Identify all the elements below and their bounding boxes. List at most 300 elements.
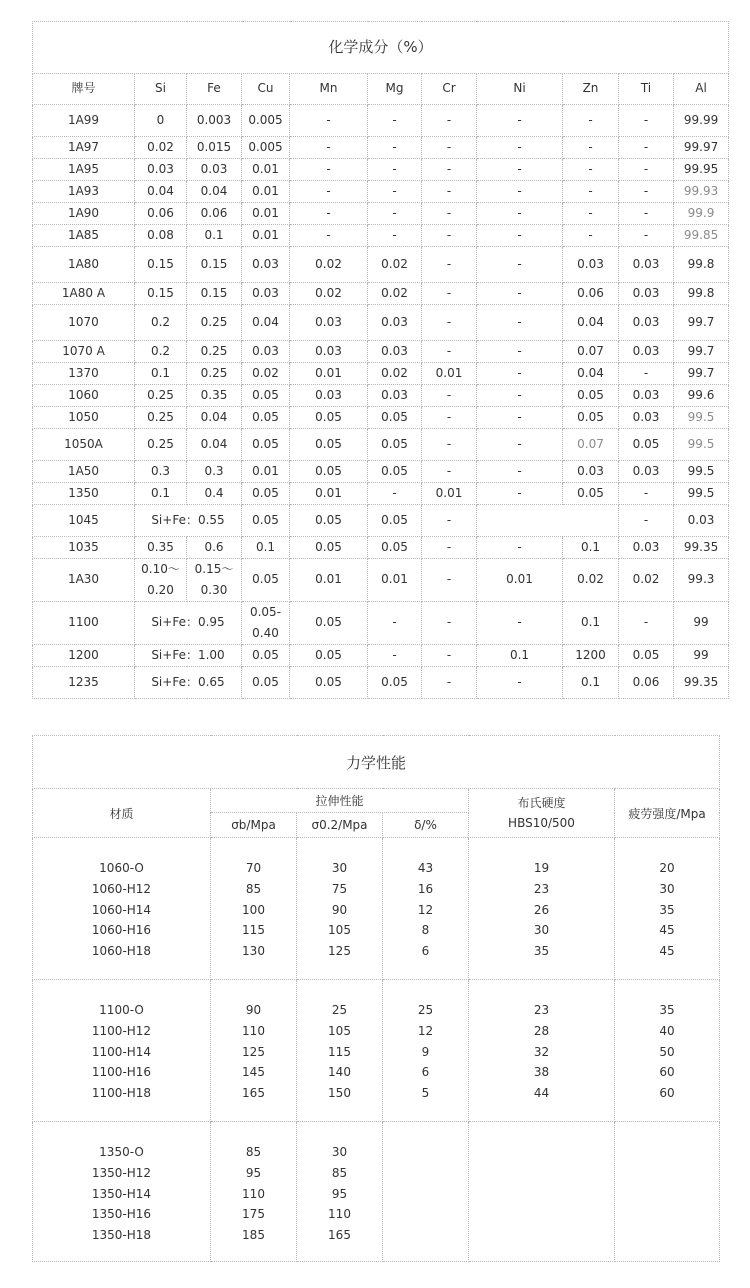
chem-value-cell: 0.03 [368, 341, 422, 363]
chem-value-cell: - [477, 181, 563, 203]
chem-value-cell: 0.03 [242, 341, 290, 363]
chem-value-cell: 0.03 [619, 537, 674, 559]
chem-value-cell: - [368, 137, 422, 159]
chem-value-cell: - [619, 203, 674, 225]
hardness-cell [469, 838, 615, 980]
chem-value-cell: 0.25 [135, 407, 187, 429]
chem-value-cell: 99.5 [674, 483, 729, 505]
fatigue-value: 60 [659, 1065, 675, 1080]
chem-value-cell: 0.6 [187, 537, 242, 559]
chem-value-cell: 0.01 [242, 159, 290, 181]
chem-value-cell: 0.25 [135, 385, 187, 407]
grade-cell: 1A80 [33, 247, 135, 283]
chem-value-cell: 0.1 [563, 537, 619, 559]
chem-value-cell: 0.02 [368, 247, 422, 283]
chem-value-cell: - [477, 137, 563, 159]
chem-row [33, 667, 729, 699]
chem-value-cell: - [422, 225, 477, 247]
sigma-b-value: 70 [245, 861, 262, 875]
chem-value-cell: 0.01 [368, 559, 422, 602]
chem-value-cell: 0.02 [290, 283, 368, 305]
sigma-02-cell [297, 838, 383, 980]
chem-header-9: Ti [619, 74, 674, 105]
chem-value-cell: - [368, 602, 422, 645]
chem-value-cell: - [477, 429, 563, 461]
fatigue-value: 45 [659, 944, 675, 959]
chem-value-cell: - [619, 225, 674, 247]
chem-value-cell: 0.10～ 0.20 [135, 559, 187, 602]
chem-value-cell: 0.05 [242, 667, 290, 699]
chem-value-cell: - [368, 203, 422, 225]
sigma-02-value: 30 [331, 1145, 348, 1159]
chem-header-0: 牌号 [33, 74, 135, 105]
material-value: 1060-H16 [91, 923, 152, 938]
chem-row [33, 247, 729, 283]
material-value: 1100-H18 [91, 1086, 152, 1101]
chem-value-cell: - [619, 105, 674, 137]
chem-value-cell: - [368, 105, 422, 137]
chem-value-cell: 0.04 [187, 407, 242, 429]
chem-value-cell: 0.05 [619, 429, 674, 461]
chem-value-cell: 0.03 [368, 305, 422, 341]
chem-value-cell: 0.08 [135, 225, 187, 247]
chem-value-cell: 0.01 [242, 203, 290, 225]
sigma-b-value: 85 [245, 1145, 262, 1159]
chem-value-cell: 0.04 [187, 429, 242, 461]
chem-value-cell: 0.003 [187, 105, 242, 137]
chem-value-cell: - [619, 181, 674, 203]
chem-value-cell: 0.03 [242, 283, 290, 305]
chem-value-cell: 0.4 [187, 483, 242, 505]
chem-value-cell: - [422, 645, 477, 667]
chem-value-cell: 0.05 [563, 385, 619, 407]
chem-value-cell: 0.1 [135, 363, 187, 385]
chem-value-cell: 0.06 [135, 203, 187, 225]
chem-value-cell: 0.06 [187, 203, 242, 225]
grade-cell: 1A97 [33, 137, 135, 159]
hardness-header-line1: 布氏硬度 [517, 796, 566, 810]
chem-value-cell: - [477, 407, 563, 429]
grade-cell: 1A85 [33, 225, 135, 247]
chem-row [33, 461, 729, 483]
chem-value-cell: - [563, 105, 619, 137]
material-cell [33, 1122, 211, 1262]
chem-value-cell: 99.85 [674, 225, 729, 247]
mechanical-properties-table [32, 735, 720, 1262]
material-value: 1100-H14 [91, 1044, 152, 1059]
fatigue-cell [615, 980, 720, 1122]
material-value: 1060-H12 [91, 881, 152, 896]
material-value: 1350-H18 [91, 1228, 152, 1243]
delta-value: 43 [417, 861, 434, 875]
sigma-b-value: 165 [242, 1086, 265, 1101]
sigma-02-value: 95 [331, 1186, 348, 1201]
sigma-02-value: 25 [331, 1003, 348, 1017]
delta-value: 12 [417, 1023, 434, 1038]
chem-value-cell: 0.05- 0.40 [242, 602, 290, 645]
sigma-b-value: 185 [242, 1228, 265, 1243]
chem-value-cell: 0.04 [187, 181, 242, 203]
chem-header-7: Ni [477, 74, 563, 105]
sigma-02-value: 125 [328, 944, 351, 959]
chem-row [33, 602, 729, 645]
chem-value-cell: 0 [135, 105, 187, 137]
hardness-header [469, 789, 615, 838]
chem-value-cell: 0.1 [563, 602, 619, 645]
delta-header: δ/% [383, 813, 469, 838]
chem-value-cell: 0.07 [563, 341, 619, 363]
chem-value-cell: 0.35 [187, 385, 242, 407]
chem-value-cell: - [422, 407, 477, 429]
chem-value-cell: 0.01 [290, 483, 368, 505]
chem-value-cell: - [290, 105, 368, 137]
chem-value-cell: - [368, 483, 422, 505]
sigma-02-value: 105 [328, 1023, 351, 1038]
hardness-cell [469, 1122, 615, 1262]
chem-value-cell: 0.02 [563, 559, 619, 602]
chem-value-cell: - [477, 667, 563, 699]
material-cell [33, 980, 211, 1122]
chem-value-cell: - [477, 203, 563, 225]
fatigue-value: 50 [659, 1044, 675, 1059]
sigma-b-value: 175 [242, 1207, 265, 1222]
chem-value-cell: 99.7 [674, 305, 729, 341]
chem-value-cell: 0.03 [619, 283, 674, 305]
chem-value-cell: - [368, 159, 422, 181]
chem-value-cell: 99.7 [674, 341, 729, 363]
chem-value-cell: 99.7 [674, 363, 729, 385]
chem-row [33, 341, 729, 363]
chem-value-cell: 1200 [563, 645, 619, 667]
chem-row [33, 283, 729, 305]
grade-cell: 1070 [33, 305, 135, 341]
chem-value-cell: 0.05 [290, 407, 368, 429]
chem-value-cell: 0.25 [187, 341, 242, 363]
chem-value-cell: 0.05 [368, 461, 422, 483]
mech-group-row [33, 980, 720, 1122]
grade-cell: 1070 A [33, 341, 135, 363]
chem-row [33, 225, 729, 247]
chem-value-cell: 0.05 [290, 645, 368, 667]
grade-cell: 1A99 [33, 105, 135, 137]
chem-value-cell: - [477, 305, 563, 341]
grade-cell: 1050A [33, 429, 135, 461]
fatigue-value: 35 [659, 902, 675, 917]
mech-group-row [33, 838, 720, 980]
grade-cell: 1A80 A [33, 283, 135, 305]
chem-value-cell: 0.02 [368, 283, 422, 305]
hardness-value: 28 [533, 1023, 550, 1038]
delta-value: 16 [417, 881, 434, 896]
chem-value-cell: - [619, 483, 674, 505]
material-value: 1060-H14 [91, 902, 152, 917]
material-value: 1350-H16 [91, 1207, 152, 1222]
chem-value-cell: 0.15 [135, 283, 187, 305]
chem-value-cell: - [619, 363, 674, 385]
chem-value-cell: - [422, 559, 477, 602]
chem-value-cell: 0.15～ 0.30 [187, 559, 242, 602]
chem-value-cell: - [422, 105, 477, 137]
delta-value: 25 [417, 1003, 434, 1017]
chem-value-cell: 0.2 [135, 341, 187, 363]
chem-value-cell: 0.1 [187, 225, 242, 247]
chem-value-cell: 0.03 [368, 385, 422, 407]
chem-row [33, 505, 729, 537]
delta-cell [383, 838, 469, 980]
material-value: 1060-H18 [91, 944, 152, 959]
chem-value-cell: Si+Fe：0.95 [135, 602, 242, 645]
chem-value-cell: - [422, 429, 477, 461]
grade-cell: 1A95 [33, 159, 135, 181]
chem-value-cell: - [422, 137, 477, 159]
chemical-composition-table [32, 21, 729, 699]
hardness-value: 30 [533, 923, 550, 938]
sigma-b-value: 110 [242, 1023, 265, 1038]
chem-value-cell: 0.06 [563, 283, 619, 305]
sigma-b-value: 115 [242, 923, 265, 938]
chem-value-cell: - [422, 305, 477, 341]
chem-value-cell: 0.25 [135, 429, 187, 461]
sigma-b-value: 100 [242, 902, 265, 917]
tensile-header: 拉伸性能 [211, 789, 469, 813]
chem-value-cell: 99.97 [674, 137, 729, 159]
chem-value-cell: 0.05 [368, 667, 422, 699]
sigma-02-value: 85 [331, 1165, 348, 1180]
chem-value-cell: 0.01 [477, 559, 563, 602]
chem-value-cell: - [619, 159, 674, 181]
chem-value-cell: 0.05 [619, 645, 674, 667]
delta-value: 5 [421, 1086, 430, 1101]
chem-value-cell: 0.05 [242, 407, 290, 429]
grade-cell: 1060 [33, 385, 135, 407]
fatigue-value: 30 [659, 881, 675, 896]
chem-value-cell: 0.1 [563, 667, 619, 699]
chem-value-cell: 0.04 [135, 181, 187, 203]
chem-value-cell: 0.05 [242, 645, 290, 667]
chem-value-cell: 0.04 [563, 363, 619, 385]
hardness-value: 32 [533, 1044, 550, 1059]
chem-value-cell: 0.005 [242, 137, 290, 159]
chem-value-cell: 0.03 [619, 461, 674, 483]
mechanical-properties-title: 力学性能 [33, 736, 720, 789]
sigma-02-value: 30 [331, 861, 348, 875]
material-value: 1100-O [99, 1003, 144, 1017]
chem-value-cell: - [422, 461, 477, 483]
chem-value-cell: 0.03 [619, 385, 674, 407]
chem-value-cell: - [619, 602, 674, 645]
chem-value-cell: - [422, 602, 477, 645]
chem-row [33, 385, 729, 407]
chem-value-cell: - [290, 159, 368, 181]
chem-header-8: Zn [563, 74, 619, 105]
hardness-value: 38 [533, 1065, 550, 1080]
sigma-02-value: 75 [331, 881, 348, 896]
chem-value-cell: 0.25 [187, 363, 242, 385]
chem-value-cell: 0.03 [242, 247, 290, 283]
chem-value-cell: 0.02 [290, 247, 368, 283]
chem-value-cell: 0.02 [135, 137, 187, 159]
fatigue-value: 45 [659, 923, 675, 938]
chem-row [33, 483, 729, 505]
chem-value-cell: 0.01 [242, 181, 290, 203]
chem-value-cell: - [290, 225, 368, 247]
chem-value-cell: 99.93 [674, 181, 729, 203]
chem-value-cell: 0.03 [619, 407, 674, 429]
sigma-02-value: 150 [328, 1086, 351, 1101]
chem-value-cell: 0.05 [242, 483, 290, 505]
fatigue-value: 35 [659, 1003, 675, 1017]
fatigue-value: 60 [659, 1086, 675, 1101]
chem-value-cell: - [477, 483, 563, 505]
chem-row [33, 137, 729, 159]
sigma-b-value: 130 [242, 944, 265, 959]
chem-value-cell: 99.3 [674, 559, 729, 602]
material-header: 材质 [33, 789, 211, 838]
chem-header-3: Cu [242, 74, 290, 105]
material-value: 1100-H16 [91, 1065, 152, 1080]
material-value: 1060-O [99, 861, 144, 875]
chem-value-cell: 0.05 [563, 483, 619, 505]
chem-value-cell: 0.05 [368, 429, 422, 461]
chem-row [33, 429, 729, 461]
sigma-02-value: 110 [328, 1207, 351, 1222]
sigma-b-value: 85 [245, 881, 262, 896]
chem-value-cell: 0.05 [290, 602, 368, 645]
chem-value-cell: 0.02 [242, 363, 290, 385]
chem-value-cell: - [563, 203, 619, 225]
chem-row [33, 363, 729, 385]
chem-value-cell: 99.95 [674, 159, 729, 181]
chem-value-cell: - [477, 247, 563, 283]
chem-header-6: Cr [422, 74, 477, 105]
chem-value-cell: 99.35 [674, 667, 729, 699]
sigma-02-value: 115 [328, 1044, 351, 1059]
chem-value-cell: 0.03 [619, 247, 674, 283]
chem-value-cell: - [422, 247, 477, 283]
fatigue-value: 40 [659, 1023, 675, 1038]
chem-value-cell: 0.01 [422, 363, 477, 385]
chem-value-cell: - [290, 203, 368, 225]
hardness-value: 19 [533, 861, 550, 875]
grade-cell: 1100 [33, 602, 135, 645]
chem-value-cell: 0.05 [368, 537, 422, 559]
chem-value-cell: - [477, 385, 563, 407]
chem-value-cell: 0.15 [187, 247, 242, 283]
chem-value-cell: - [563, 159, 619, 181]
chem-value-cell: 0.01 [290, 559, 368, 602]
delta-value: 9 [421, 1044, 430, 1059]
chem-value-cell: 0.07 [563, 429, 619, 461]
chem-value-cell: 0.3 [135, 461, 187, 483]
chem-value-cell: - [563, 225, 619, 247]
chem-value-cell: - [477, 461, 563, 483]
chem-value-cell: 0.15 [187, 283, 242, 305]
chem-value-cell: 0.03 [290, 305, 368, 341]
chem-value-cell: 0.05 [242, 559, 290, 602]
delta-value: 6 [421, 944, 430, 959]
mech-group-row [33, 1122, 720, 1262]
chem-value-cell: 99.8 [674, 283, 729, 305]
chem-value-cell: 0.1 [135, 483, 187, 505]
chem-header-1: Si [135, 74, 187, 105]
chem-value-cell: 0.01 [422, 483, 477, 505]
chemical-composition-title: 化学成分（%） [33, 22, 729, 74]
chem-value-cell: - [368, 181, 422, 203]
chem-value-cell: - [422, 341, 477, 363]
chem-value-cell: - [477, 602, 563, 645]
hardness-value: 26 [533, 902, 550, 917]
material-value: 1350-O [99, 1145, 144, 1159]
chem-value-cell: - [422, 505, 477, 537]
chem-value-cell: - [422, 181, 477, 203]
sigma-b-value: 110 [242, 1186, 265, 1201]
chem-value-cell: 0.02 [368, 363, 422, 385]
chem-value-cell: 0.05 [242, 429, 290, 461]
chem-value-cell: 99.5 [674, 429, 729, 461]
chem-value-cell: 0.005 [242, 105, 290, 137]
chem-value-cell: 0.1 [242, 537, 290, 559]
hardness-value: 23 [533, 881, 550, 896]
chem-value-cell: 0.03 [619, 341, 674, 363]
material-value: 1350-H14 [91, 1186, 152, 1201]
sigma-02-value: 165 [328, 1228, 351, 1243]
fatigue-value: 20 [659, 861, 675, 875]
chem-value-cell: 0.03 [187, 159, 242, 181]
sigma-02-value: 140 [328, 1065, 351, 1080]
hardness-value: 23 [533, 1003, 550, 1017]
sigma-b-value: 90 [245, 1003, 262, 1017]
material-value: 1100-H12 [91, 1023, 152, 1038]
chem-row [33, 645, 729, 667]
delta-cell [383, 980, 469, 1122]
chem-value-cell: - [368, 645, 422, 667]
sigma-b-header: σb/Mpa [211, 813, 297, 838]
sigma-b-cell [211, 980, 297, 1122]
chem-value-cell: - [477, 225, 563, 247]
chem-header-2: Fe [187, 74, 242, 105]
chem-value-cell: - [290, 181, 368, 203]
chem-value-cell: 0.35 [135, 537, 187, 559]
chem-row [33, 159, 729, 181]
chem-value-cell: - [477, 105, 563, 137]
chem-value-cell: 0.05 [290, 429, 368, 461]
chem-value-cell: 0.03 [563, 461, 619, 483]
chem-value-cell: 0.05 [290, 461, 368, 483]
chem-value-cell: - [422, 203, 477, 225]
sigma-02-cell [297, 1122, 383, 1262]
delta-value: 8 [421, 923, 430, 938]
sigma-b-value: 125 [242, 1044, 265, 1059]
grade-cell: 1A93 [33, 181, 135, 203]
chem-value-cell: 0.05 [242, 385, 290, 407]
chem-value-cell: 0.15 [135, 247, 187, 283]
chem-value-cell: - [619, 505, 674, 537]
chem-value-cell: 0.05 [290, 505, 368, 537]
chem-value-cell: 99.9 [674, 203, 729, 225]
grade-cell: 1A90 [33, 203, 135, 225]
chem-value-cell: 99.35 [674, 537, 729, 559]
chem-row [33, 203, 729, 225]
chem-value-cell: 0.02 [619, 559, 674, 602]
chem-value-cell: 99 [674, 602, 729, 645]
fatigue-cell [615, 838, 720, 980]
chem-value-cell: 0.03 [290, 341, 368, 363]
grade-cell: 1035 [33, 537, 135, 559]
sigma-02-value: 90 [331, 902, 348, 917]
sigma-02-cell [297, 980, 383, 1122]
chem-header-4: Mn [290, 74, 368, 105]
chem-value-cell: Si+Fe：0.55 [135, 505, 242, 537]
